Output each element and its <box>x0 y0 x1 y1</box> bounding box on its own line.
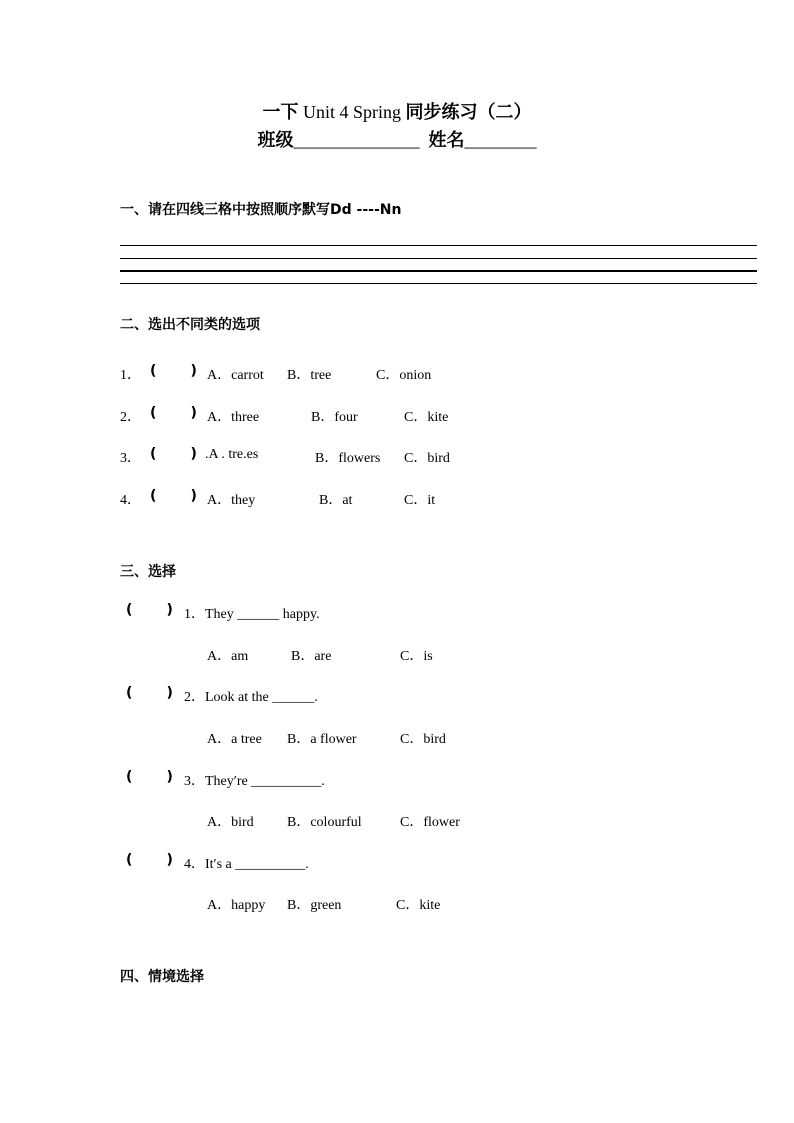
writing-line-3 <box>120 270 757 272</box>
option-a: A．three <box>207 410 260 425</box>
option-c: C．kite <box>404 410 449 425</box>
answer-blank[interactable]: ( ) <box>150 363 197 379</box>
answer-blank[interactable]: ( ) <box>126 602 173 618</box>
option-a: A．am <box>207 649 249 664</box>
answer-blank[interactable]: ( ) <box>150 488 197 504</box>
answer-blank[interactable]: ( ) <box>150 405 197 421</box>
option-a: A．a tree <box>207 732 262 747</box>
question-number: 2． <box>120 410 141 425</box>
option-a: A．bird <box>207 815 254 830</box>
option-c: C．is <box>400 649 433 664</box>
writing-line-1 <box>120 245 757 246</box>
option-b: B．are <box>291 649 332 664</box>
question-number: 3． <box>120 451 141 466</box>
option-a: .A . tre.es <box>205 447 259 462</box>
answer-blank[interactable]: ( ) <box>126 685 173 701</box>
option-c: C．it <box>404 493 436 508</box>
answer-blank[interactable]: ( ) <box>150 446 197 462</box>
section4-heading: 四、情境选择 <box>120 969 204 985</box>
section2-heading: 二、选出不同类的选项 <box>120 317 260 333</box>
question-number: 4． <box>120 493 141 508</box>
writing-line-2 <box>120 258 757 259</box>
option-c: C．onion <box>376 368 432 383</box>
writing-line-4 <box>120 283 757 284</box>
title-latin: Unit 4 Spring <box>302 102 401 122</box>
question-text: 2．Look at the ______. <box>184 690 318 705</box>
answer-blank[interactable]: ( ) <box>126 852 173 868</box>
option-c: C．bird <box>400 732 446 747</box>
question-text: 4．It′s a __________. <box>184 857 309 872</box>
question-number: 1． <box>120 368 141 383</box>
class-label: 班级 <box>257 130 294 150</box>
option-a: A．they <box>207 493 256 508</box>
option-b: B．tree <box>287 368 332 383</box>
option-b: B．at <box>319 493 353 508</box>
option-b: B．flowers <box>315 451 381 466</box>
option-a: A．carrot <box>207 368 264 383</box>
option-a: A．happy <box>207 898 266 913</box>
option-c: C．flower <box>400 815 460 830</box>
option-b: B．green <box>287 898 342 913</box>
class-blank: ______________ <box>293 130 420 150</box>
question-text: 3．They′re __________. <box>184 774 325 789</box>
option-b: B．a flower <box>287 732 357 747</box>
answer-blank[interactable]: ( ) <box>126 769 173 785</box>
name-blank: ________ <box>464 130 537 150</box>
question-text: 1．They ______ happy. <box>184 607 320 622</box>
option-c: C．kite <box>396 898 441 913</box>
option-c: C．bird <box>404 451 450 466</box>
name-label: 姓名 <box>428 130 465 150</box>
page-title <box>0 98 794 124</box>
title-prefix: 一下 <box>262 102 299 122</box>
section3-heading: 三、选择 <box>120 564 176 580</box>
option-b: B．four <box>311 410 358 425</box>
section1-heading: 一、请在四线三格中按照顺序默写Dd ----Nn <box>120 202 402 218</box>
student-info-line <box>0 126 794 152</box>
option-b: B．colourful <box>287 815 362 830</box>
title-suffix: 同步练习（二） <box>405 102 532 122</box>
